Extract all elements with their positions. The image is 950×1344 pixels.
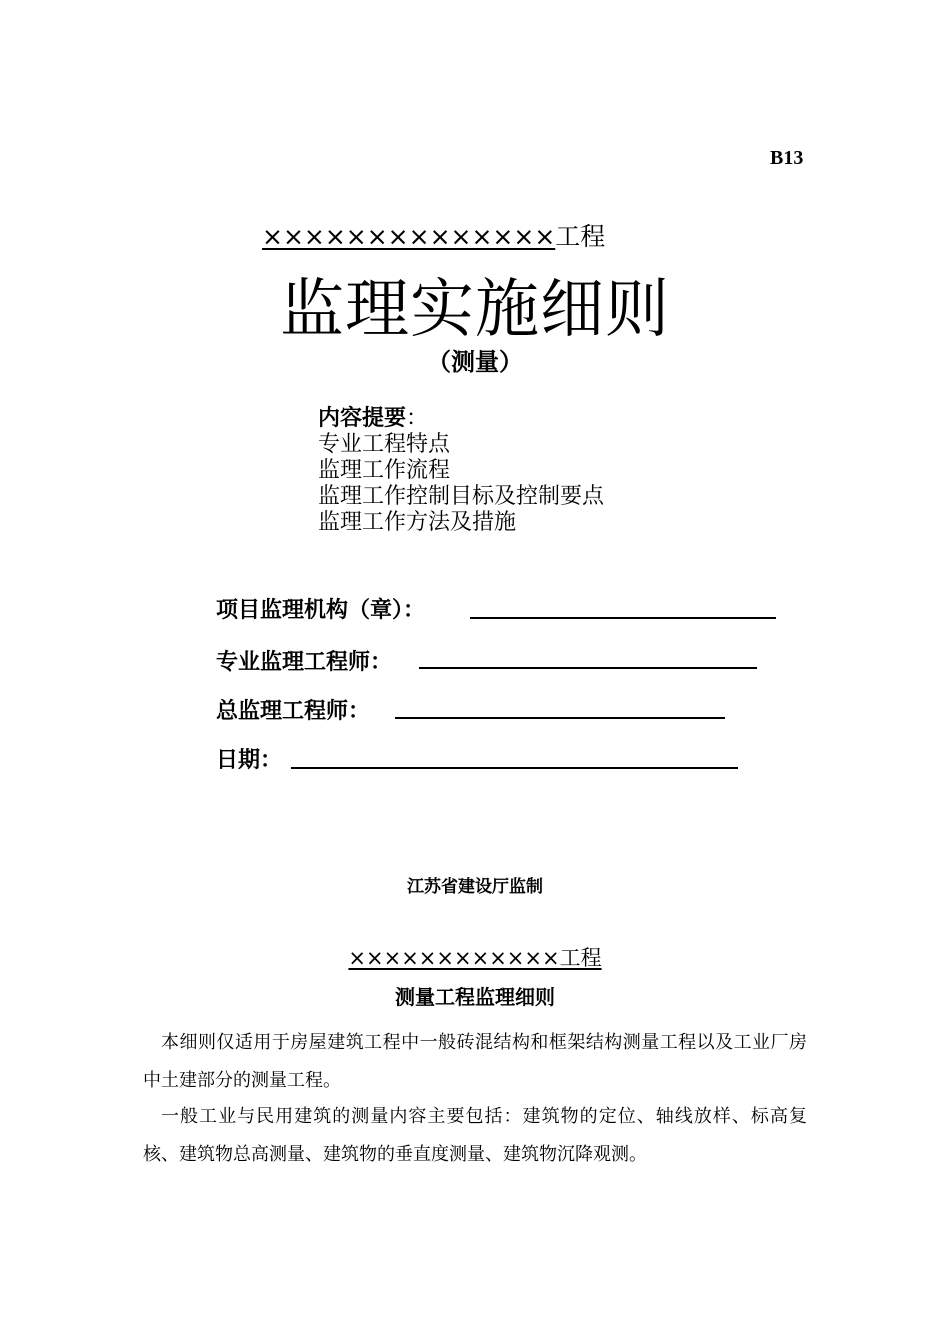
main-title: 监理实施细则 [280,273,670,347]
summary-heading-line [318,406,604,432]
sub-title: （测量） [427,348,523,376]
signature-line-org[interactable] [470,617,776,619]
summary-item: 监理工作控制目标及控制要点 [318,484,605,509]
project-name-placeholder: ×××××××××××××× [262,222,556,251]
issuer-note: 江苏省建设厅监制 [407,877,543,897]
body-paragraph: 一般工业与民用建筑的测量内容主要包括：建筑物的定位、轴线放样、标高复核、建筑物总高测量、建筑物的垂直度测量、建筑物沉降观测。 [143,1106,807,1165]
summary-heading: 内容提要 [318,406,407,431]
body-project-name-text: ××××××××××××工程 [348,946,602,970]
project-name-suffix: 工程 [555,222,606,251]
content-summary [318,406,604,536]
summary-item: 监理工作方法及措施 [318,510,517,535]
project-name [262,217,605,253]
signature-row-chief [216,694,370,725]
body-project-name [0,942,950,972]
body-paragraph: 本细则仅适用于房屋建筑工程中一般砖混结构和框架结构测量工程以及工业厂房中土建部分的测量工程。 [143,1032,807,1091]
summary-item: 专业工程特点 [318,432,451,457]
signature-line-chief[interactable] [395,717,725,719]
signature-row-org [216,593,425,624]
signature-line-specialist[interactable] [419,667,757,669]
signature-label-specialist: 专业监理工程师： [216,650,393,675]
summary-item: 监理工作流程 [318,458,451,483]
body-title: 测量工程监理细则 [395,985,555,1009]
signature-row-specialist [216,645,392,676]
signature-row-date [216,743,282,774]
summary-colon: ： [406,406,429,431]
signature-label-org: 项目监理机构（章）： [216,598,426,623]
signature-label-date: 日期： [216,748,283,773]
signature-label-chief: 总监理工程师： [216,699,371,724]
signature-line-date[interactable] [291,767,738,769]
document-code: B13 [770,147,804,169]
